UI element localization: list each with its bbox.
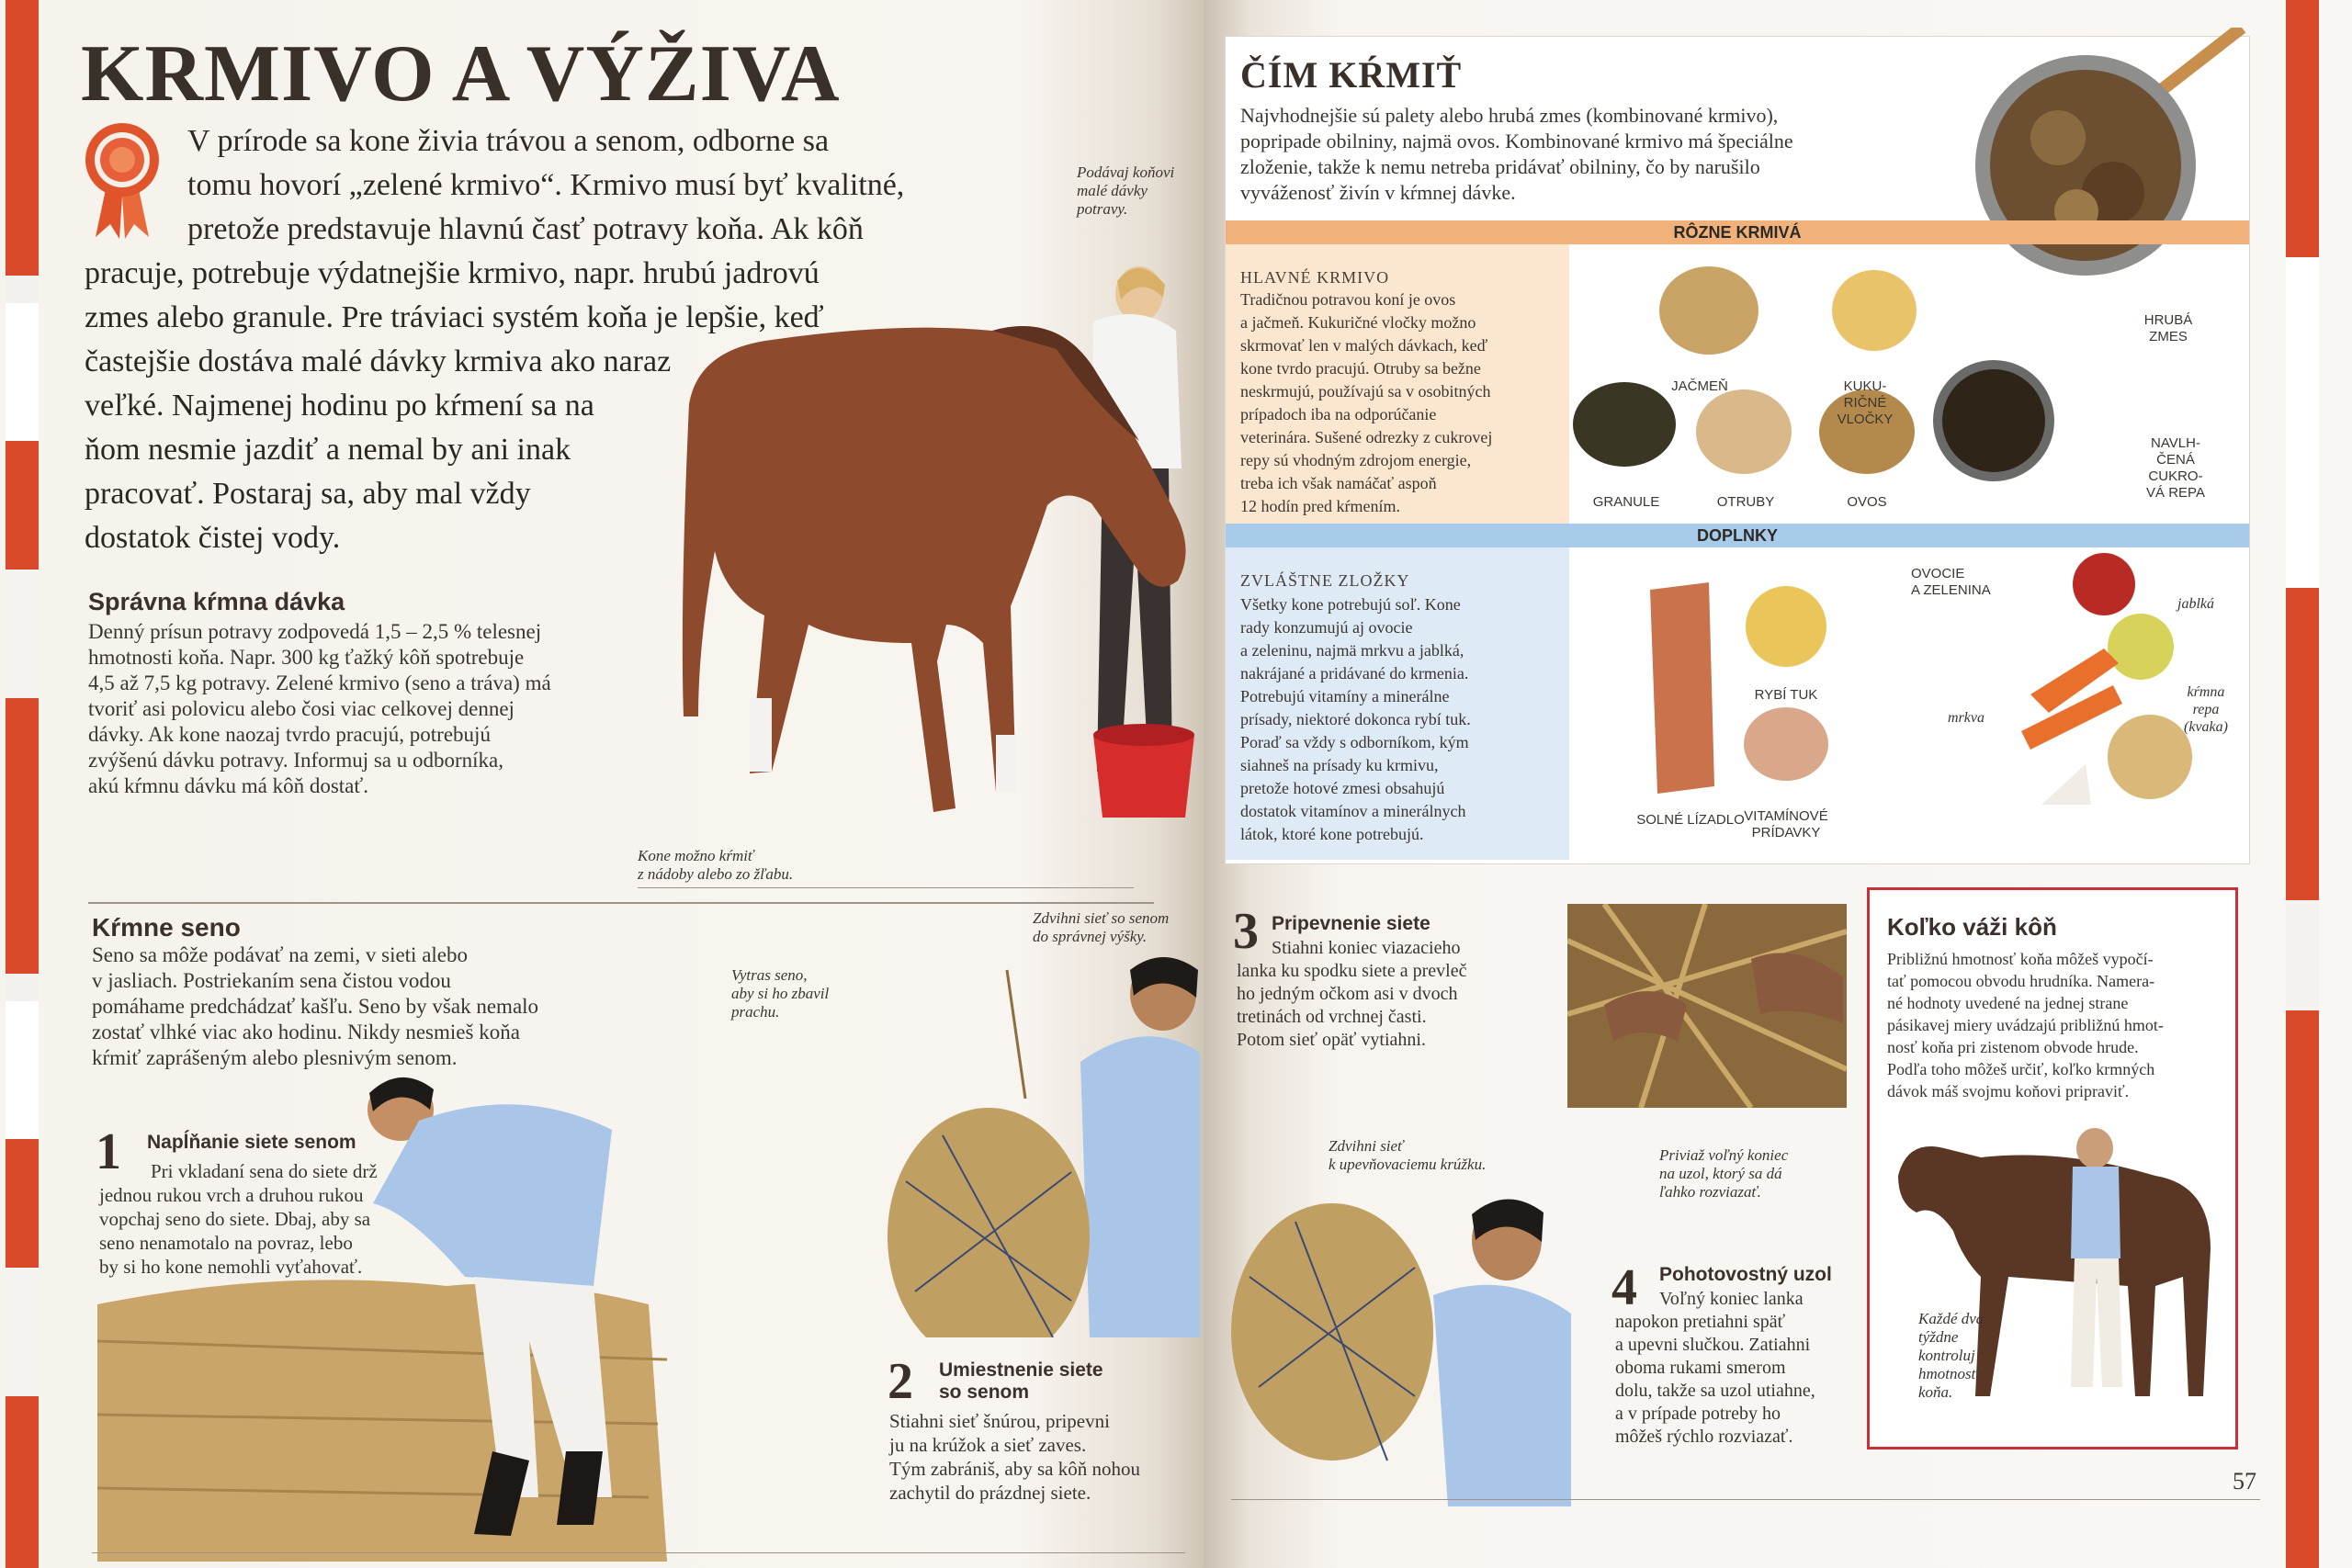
text-line: kŕmiť zaprášeným alebo plesnivým senom. bbox=[92, 1046, 458, 1069]
right-edge-stripe bbox=[2286, 0, 2319, 1568]
text-line: treba ich však namáčať aspoň bbox=[1240, 474, 1437, 492]
heading-line: Umiestnenie siete bbox=[939, 1359, 1103, 1381]
intro-line: tomu hovorí „zelené krmivo“. Krmivo musí byť kvalitné, bbox=[187, 168, 905, 202]
page-number: 57 bbox=[2233, 1468, 2256, 1495]
caption-lift-to-ring: Zdvihni sieť k upevňovaciemu krúžku. bbox=[1329, 1137, 1487, 1173]
feeds-band: RÔZNE KRMIVÁ bbox=[1226, 220, 2249, 244]
text-line: Poraď sa vždy s odborníkom, kým bbox=[1240, 733, 1469, 751]
text-line: zvýšenú dávku potravy. Informuj sa u odborníka, bbox=[88, 749, 504, 772]
what-to-feed-heading: ČÍM KŔMIŤ bbox=[1240, 54, 1463, 96]
caption-check-weight: Každé dva týždne kontroluj hmotnosť koňa. bbox=[1918, 1310, 1984, 1401]
text-line: by si ho kone nemohli vyťahovať. bbox=[99, 1256, 363, 1278]
text-line: zloženie, takže k nemu netreba pridávať obilniny, čo by narušilo bbox=[1240, 155, 1760, 178]
section-heading-hay: Kŕmne seno bbox=[92, 913, 241, 942]
text-line: dávok máš svojmu koňovi pripraviť. bbox=[1887, 1082, 2130, 1100]
text-line: né hodnoty uvedené na jednej strane bbox=[1887, 994, 2129, 1012]
label-corn-flakes: KUKU- RIČNÉ VLOČKY bbox=[1837, 378, 1894, 427]
text-line: dostatok vitamínov a minerálnych bbox=[1240, 802, 1466, 820]
text-line: napokon pretiahni späť bbox=[1615, 1312, 1786, 1332]
step-heading-3: Pripevnenie siete bbox=[1272, 913, 1430, 934]
text-line: akú kŕmnu dávku má kôň dostať. bbox=[88, 774, 368, 797]
label-soaked-beet: NAVLH- ČENÁ CUKRO- VÁ REPA bbox=[2146, 435, 2205, 501]
section-text-daily-ration bbox=[88, 619, 676, 799]
intro-line: V prírode sa kone živia trávou a senom, odborne sa bbox=[187, 124, 830, 158]
text-line: látok, ktoré kone potrebujú. bbox=[1240, 825, 1424, 843]
text-line: Tradičnou potravou koní je ovos bbox=[1240, 290, 1456, 309]
text-line: popripade obilniny, najmä ovos. Kombinované krmivo má špeciálne bbox=[1240, 130, 1793, 152]
text-line: ju na krúžok a sieť zaves. bbox=[889, 1434, 1087, 1456]
step-number-2: 2 bbox=[888, 1353, 913, 1410]
main-feed-heading: HLAVNÉ KRMIVO bbox=[1240, 268, 1390, 287]
tying-net-photo bbox=[1231, 1185, 1580, 1506]
horse-feeding-photo bbox=[662, 257, 1204, 854]
special-heading: ZVLÁŠTNE ZLOŽKY bbox=[1240, 571, 1410, 590]
text-line: 4,5 až 7,5 kg potravy. Zelené krmivo (seno a tráva) má bbox=[88, 671, 551, 694]
text-line: zachytil do prázdnej siete. bbox=[889, 1482, 1091, 1504]
section-heading-daily-ration: Správna kŕmna dávka bbox=[88, 588, 345, 615]
text-line: pretože hotové zmesi obsahujú bbox=[1240, 779, 1445, 797]
label-carrot: mrkva bbox=[1948, 710, 1984, 726]
special-text bbox=[1240, 593, 1562, 846]
rosette-icon bbox=[83, 121, 162, 241]
caption-lift-net: Zdvihni sieť so senom do správnej výšky. bbox=[1033, 909, 1170, 945]
text-line: Seno sa môže podávať na zemi, v sieti alebo bbox=[92, 943, 469, 966]
main-feed-text bbox=[1240, 288, 1562, 518]
text-line: dolu, takže sa uzol utiahne, bbox=[1615, 1381, 1815, 1401]
text-line: jednou rukou vrch a druhou rukou bbox=[99, 1184, 364, 1206]
step-text-3 bbox=[1237, 937, 1531, 1052]
intro-line: veľké. Najmenej hodinu po kŕmení sa na bbox=[85, 389, 594, 423]
text-line: neskrmujú, používajú sa v osobitných bbox=[1240, 382, 1491, 400]
step-heading-4: Pohotovostný uzol bbox=[1659, 1264, 1832, 1285]
text-line: nakrájané a pridávané do krmenia. bbox=[1240, 664, 1469, 682]
section-text-hay bbox=[92, 942, 643, 1071]
label-fish-oil: RYBÍ TUK bbox=[1754, 687, 1818, 703]
caption-rule bbox=[638, 887, 1134, 888]
text-line: zostať vlhké viac ako hodinu. Nikdy nesmieš koňa bbox=[92, 1021, 520, 1043]
label-turnip: kŕmna repa (kvaka) bbox=[2184, 684, 2228, 735]
intro-text-a bbox=[187, 119, 996, 252]
text-line: seno nenamotalo na povraz, lebo bbox=[99, 1232, 353, 1254]
text-line: skrmovať len v malých dávkach, keď bbox=[1240, 336, 1488, 355]
left-edge-stripe bbox=[6, 0, 39, 1568]
text-line: Stiahni koniec viazacieho bbox=[1272, 938, 1461, 958]
caption-shake-hay: Vytras seno, aby si ho zbavil prachu. bbox=[731, 966, 830, 1021]
step-heading-1: Napĺňanie siete senom bbox=[147, 1132, 356, 1153]
text-line: a v prípade potreby ho bbox=[1615, 1404, 1781, 1424]
caption-feeding: Kone možno kŕmiť z nádoby alebo zo žľabu. bbox=[638, 847, 794, 883]
step-number-4: 4 bbox=[1611, 1259, 1637, 1316]
intro-line: pracovať. Postaraj sa, aby mal vždy bbox=[85, 477, 531, 511]
text-line: hmotnosti koňa. Napr. 300 kg ťažký kôň spotrebuje bbox=[88, 646, 525, 669]
label-coarse-mix: HRUBÁ ZMES bbox=[2143, 312, 2193, 344]
caption-tie-knot: Priviaž voľný koniec na uzol, ktorý sa dá ľahko rozviazať. bbox=[1659, 1146, 1789, 1201]
right-page bbox=[1204, 0, 2352, 1568]
text-line: rady konzumujú aj ovocie bbox=[1240, 618, 1413, 637]
bottom-rule-right bbox=[1231, 1499, 2260, 1500]
intro-line: častejšie dostáva malé dávky krmiva ako naraz bbox=[85, 344, 672, 378]
text-line: tať pomocou obvodu hrudníka. Namera- bbox=[1887, 972, 2155, 990]
label-pellets: GRANULE bbox=[1592, 494, 1660, 510]
text-line: môžeš rýchlo rozviazať. bbox=[1615, 1427, 1793, 1447]
step-number-3: 3 bbox=[1233, 903, 1259, 960]
knot-closeup-photo bbox=[1567, 904, 1847, 1108]
step-text-2 bbox=[889, 1409, 1202, 1505]
text-line: pásikavej miery uvádzajú približnú hmot- bbox=[1887, 1016, 2164, 1034]
caption-small-portions: Podávaj koňovi malé dávky potravy. bbox=[1077, 164, 1175, 218]
text-line: 12 hodín pred kŕmením. bbox=[1240, 497, 1400, 515]
text-line: Stiahni sieť šnúrou, pripevni bbox=[889, 1410, 1110, 1432]
text-line: v jasliach. Postriekaním sena čistou vodou bbox=[92, 969, 451, 992]
text-line: ho jedným očkom asi v dvoch bbox=[1237, 984, 1458, 1004]
text-line: kone tvrdo pracujú. Otruby sa bežne bbox=[1240, 359, 1481, 378]
text-line: oboma rukami smerom bbox=[1615, 1358, 1786, 1378]
label-barley: JAČMEŇ bbox=[1671, 378, 1728, 394]
text-line: pomáhame predchádzať kašľu. Seno by však nemalo bbox=[92, 995, 539, 1018]
text-line: tretinách od vrchnej časti. bbox=[1237, 1007, 1427, 1027]
text-line: a upevni slučkou. Zatiahni bbox=[1615, 1335, 1811, 1355]
text-line: Potrebujú vitamíny a minerálne bbox=[1240, 687, 1450, 705]
text-line: Všetky kone potrebujú soľ. Kone bbox=[1240, 595, 1461, 614]
text-line: a jačmeň. Kukuričné vločky možno bbox=[1240, 313, 1476, 332]
text-line: Podľa toho môžeš určiť, koľko krmných bbox=[1887, 1060, 2155, 1078]
what-to-feed-text bbox=[1240, 103, 1883, 206]
heading-line: so senom bbox=[939, 1382, 1030, 1403]
text-line: vyváženosť živín v kŕmnej dávke. bbox=[1240, 181, 1516, 204]
step-text-1 bbox=[99, 1159, 485, 1279]
text-line: Pri vkladaní sena do siete drž bbox=[151, 1160, 378, 1182]
lifting-hay-net-photo bbox=[888, 952, 1200, 1337]
intro-line: ňom nesmie jazdiť a nemal by ani inak bbox=[85, 433, 571, 467]
text-line: Približnú hmotnosť koňa môžeš vypočí- bbox=[1887, 950, 2154, 968]
text-line: lanka ku spodku siete a prevleč bbox=[1237, 961, 1467, 981]
label-salt-lick: SOLNÉ LÍZADLO bbox=[1636, 812, 1745, 828]
text-line: repy sú vhodným zdrojom energie, bbox=[1240, 451, 1472, 469]
step-text-4 bbox=[1615, 1288, 1872, 1449]
text-line: tvoriť asi polovicu alebo čosi viac celkovej dennej bbox=[88, 697, 514, 720]
text-line: vopchaj seno do siete. Dbaj, aby sa bbox=[99, 1208, 371, 1230]
label-apples: jablká bbox=[2177, 596, 2214, 612]
label-vitamins: VITAMÍNOVÉ PRÍDAVKY bbox=[1744, 808, 1828, 840]
step-heading-2 bbox=[939, 1359, 1103, 1404]
supplements-band: DOPLNKY bbox=[1226, 524, 2249, 547]
section-divider bbox=[88, 902, 1154, 904]
text-line: Najvhodnejšie sú palety alebo hrubá zmes (kombinované krmivo), bbox=[1240, 104, 1779, 127]
text-line: Denný prísun potravy zodpovedá 1,5 – 2,5 % telesnej bbox=[88, 620, 542, 643]
intro-line: dostatok čistej vody. bbox=[85, 521, 341, 555]
step-number-1: 1 bbox=[96, 1123, 121, 1180]
intro-line: pracuje, potrebuje výdatnejšie krmivo, napr. hrubú jadrovú bbox=[85, 256, 820, 290]
label-bran: OTRUBY bbox=[1716, 494, 1775, 510]
label-fruit-veg: OVOCIE A ZELENINA bbox=[1911, 566, 1991, 598]
text-line: Voľný koniec lanka bbox=[1659, 1289, 1804, 1309]
text-line: Tým zabrániš, aby sa kôň nohou bbox=[889, 1458, 1140, 1480]
text-line: prípadoch iba na odporúčanie bbox=[1240, 405, 1437, 423]
text-line: siahneš na prísady ku krmivu, bbox=[1240, 756, 1439, 774]
horse-weight-text bbox=[1887, 948, 2227, 1102]
text-line: dávky. Ak kone naozaj tvrdo pracujú, potrebujú bbox=[88, 723, 491, 746]
intro-line: pretože predstavuje hlavnú časť potravy koňa. Ak kôň bbox=[187, 212, 864, 246]
text-line: prísady, niektoré dokonca rybí tuk. bbox=[1240, 710, 1471, 728]
intro-line: zmes alebo granule. Pre tráviaci systém koňa je lepšie, keď bbox=[85, 300, 824, 334]
bottom-rule-left bbox=[92, 1552, 1185, 1553]
horse-weight-heading: Koľko váži kôň bbox=[1887, 913, 2057, 941]
text-line: veterinára. Sušené odrezky z cukrovej bbox=[1240, 428, 1493, 446]
page-title: KRMIVO A VÝŽIVA bbox=[81, 29, 841, 118]
text-line: Potom sieť opäť vytiahni. bbox=[1237, 1030, 1426, 1050]
label-oats: OVOS bbox=[1847, 494, 1887, 510]
text-line: nosť koňa pri zistenom obvode hrude. bbox=[1887, 1038, 2139, 1056]
text-line: a zeleninu, najmä mrkvu a jablká, bbox=[1240, 641, 1464, 660]
